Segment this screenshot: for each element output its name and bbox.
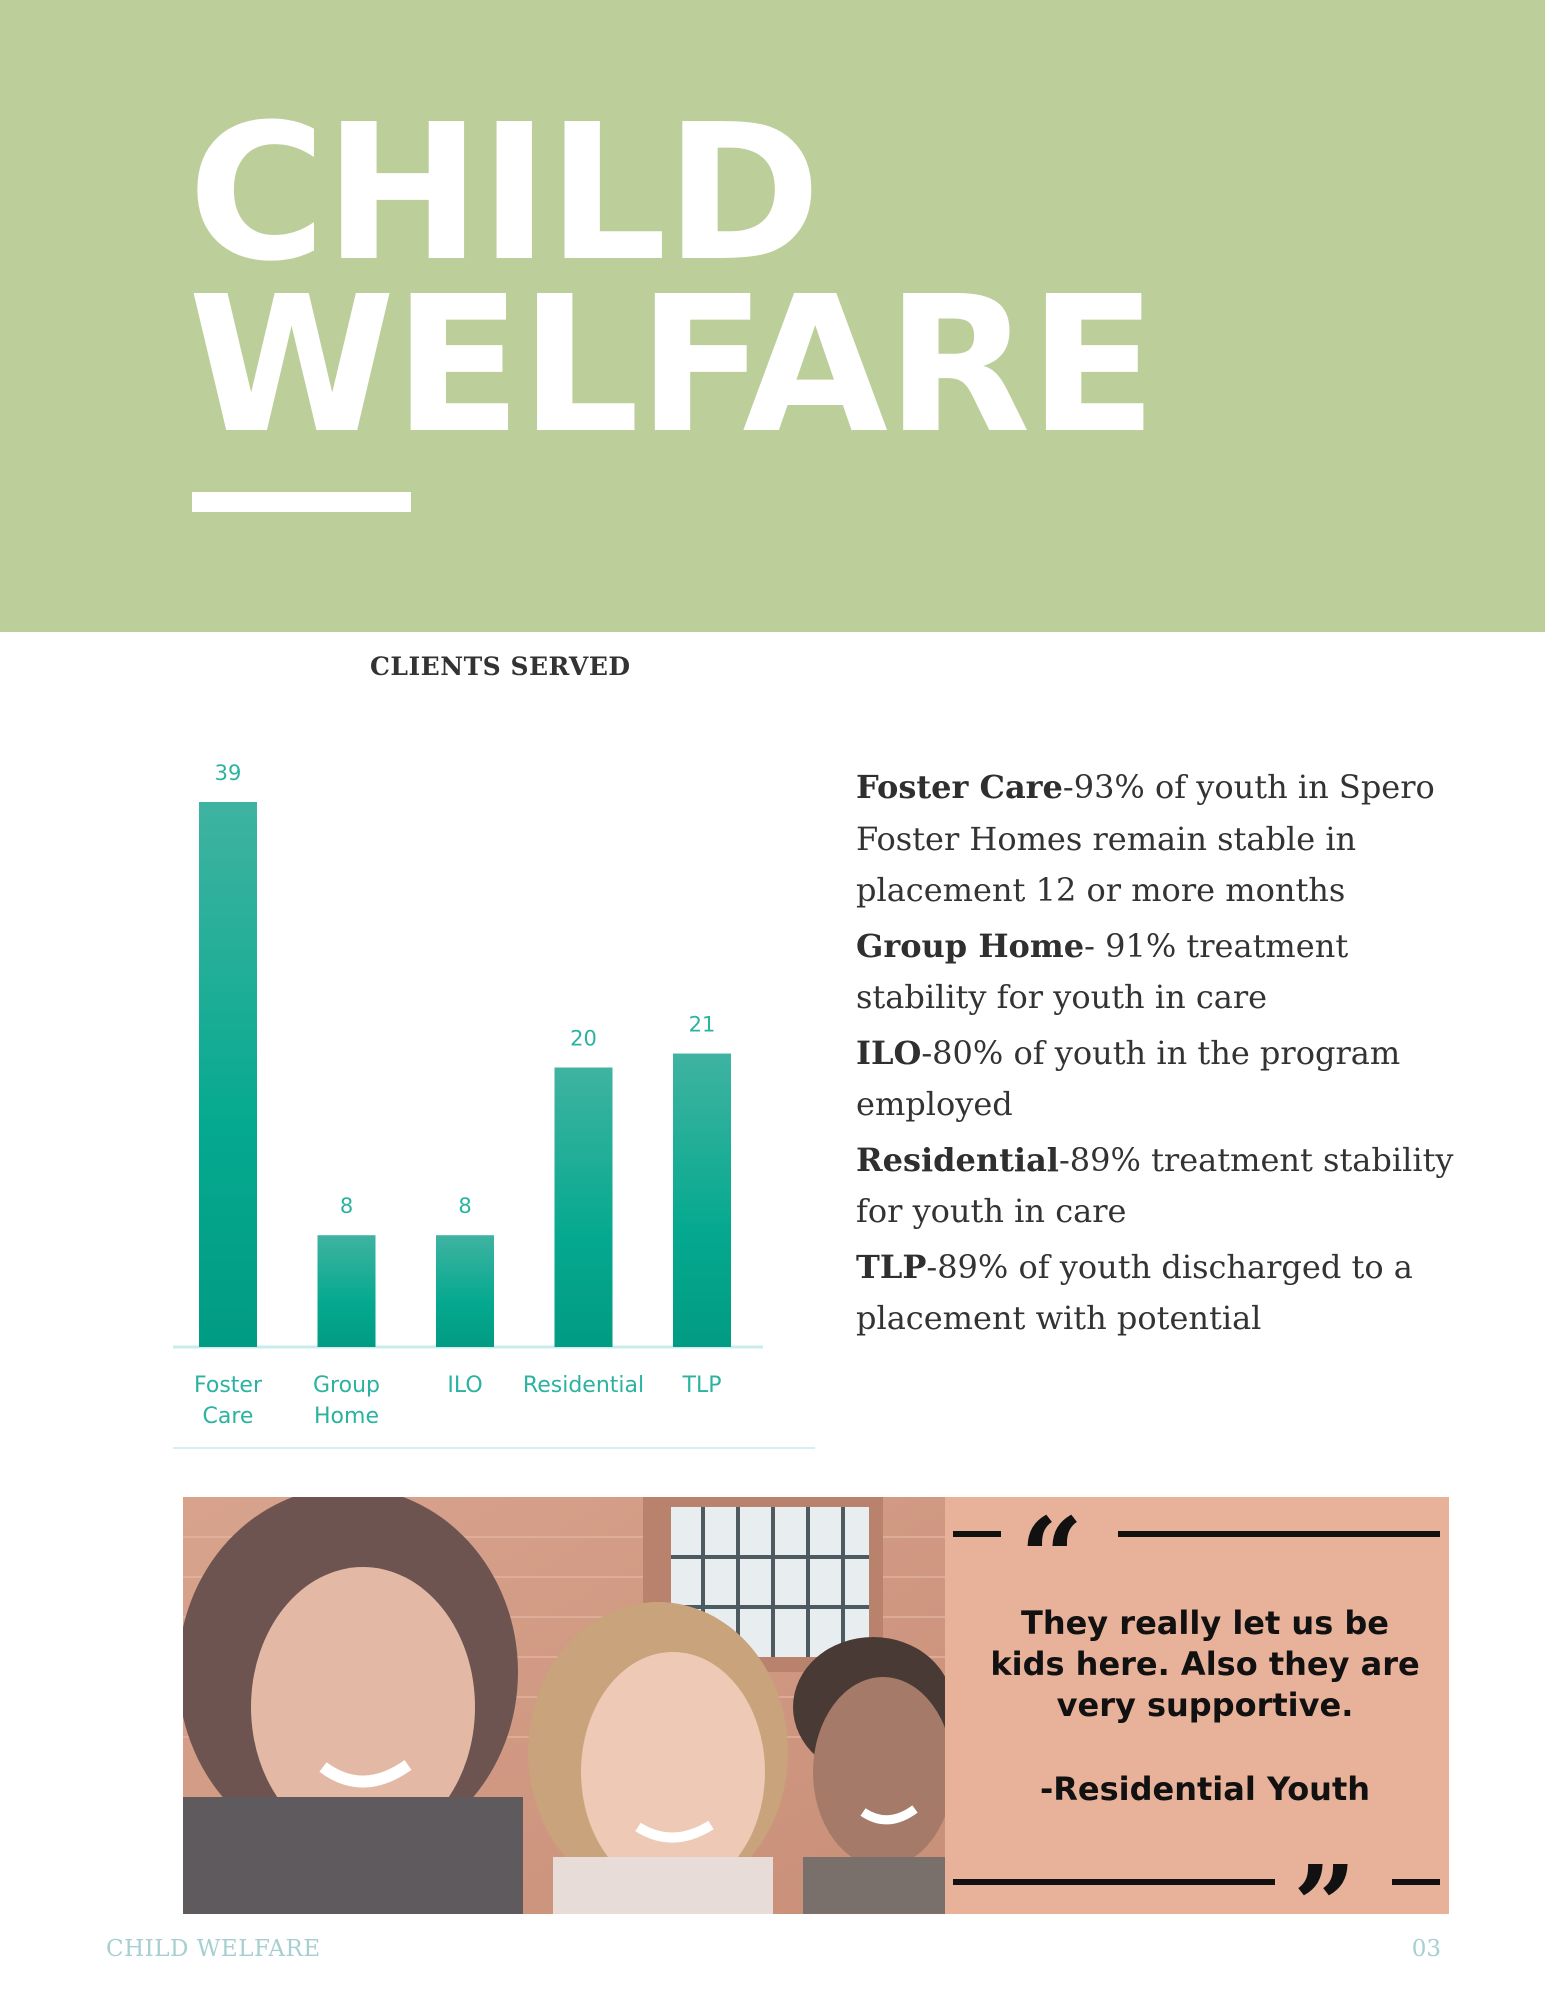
- x-tick-label: Home: [314, 1404, 379, 1429]
- photo-illustration: [183, 1497, 945, 1914]
- page-title-line-1: CHILD: [188, 84, 820, 303]
- x-tick-label: ILO: [447, 1373, 483, 1398]
- stat-residential: [856, 1135, 1456, 1238]
- program-outcomes: [856, 762, 1456, 1349]
- x-tick-label: Foster: [194, 1373, 262, 1398]
- x-tick-label: Group: [313, 1373, 380, 1398]
- stat-label: ILO: [856, 1033, 922, 1072]
- stat-tlp: [856, 1242, 1456, 1345]
- page-title: [188, 84, 1156, 475]
- open-quote-icon: “: [1020, 1493, 1084, 1622]
- data-label: 8: [339, 1194, 354, 1219]
- x-tick-label: Care: [202, 1404, 254, 1429]
- stat-text: -89% treatment stability for youth in care: [856, 1140, 1454, 1230]
- stat-label: Foster Care: [856, 768, 1063, 806]
- stat-text: -93% of youth in Spero Foster Homes remain stable in placement 12 or more months: [856, 768, 1435, 909]
- testimonial-author: -Residential Youth: [1039, 1770, 1371, 1808]
- title-underline: [192, 492, 411, 512]
- data-label: 8: [458, 1194, 472, 1219]
- stat-group-home: [856, 921, 1456, 1024]
- quote-top-right-rule: [1118, 1531, 1440, 1537]
- chart-title: CLIENTS SERVED: [370, 652, 631, 681]
- page-title-line-2: WELFARE: [188, 256, 1156, 475]
- testimonial-quote: They really let us be kids here. Also they are very supportive.: [990, 1604, 1420, 1724]
- stat-text: -89% of youth discharged to a placement with potential: [856, 1247, 1413, 1337]
- bar-residential: [555, 1068, 613, 1347]
- stat-foster-care: [856, 762, 1456, 917]
- quote-top-left-rule: [953, 1531, 1001, 1537]
- x-tick-label: TLP: [682, 1373, 722, 1398]
- footer-page-number: 03: [1411, 1936, 1441, 1962]
- header-banner: [0, 0, 1545, 632]
- stat-label: Group Home: [856, 926, 1085, 965]
- quote-bottom-right-rule: [1392, 1879, 1440, 1885]
- close-quote-icon: ”: [1293, 1841, 1357, 1970]
- bar-group-home: [318, 1235, 376, 1347]
- quote-bottom-left-rule: [953, 1879, 1275, 1885]
- stat-ilo: [856, 1028, 1456, 1131]
- data-label: 21: [688, 1012, 716, 1037]
- stat-text: -80% of youth in the program employed: [856, 1033, 1401, 1123]
- stat-label: TLP: [856, 1247, 927, 1286]
- footer-section-name: CHILD WELFARE: [106, 1936, 321, 1962]
- stat-text: - 91% treatment stability for youth in care: [856, 926, 1349, 1016]
- x-tick-label: Residential: [522, 1373, 645, 1398]
- clients-served-chart: [0, 740, 830, 1460]
- data-label: 39: [214, 761, 242, 785]
- bar-foster-care: [199, 802, 257, 1347]
- data-label: 20: [570, 1026, 597, 1051]
- bar-ilo: [436, 1235, 494, 1347]
- stat-label: Residential: [856, 1140, 1059, 1179]
- bar-tlp: [673, 1054, 731, 1347]
